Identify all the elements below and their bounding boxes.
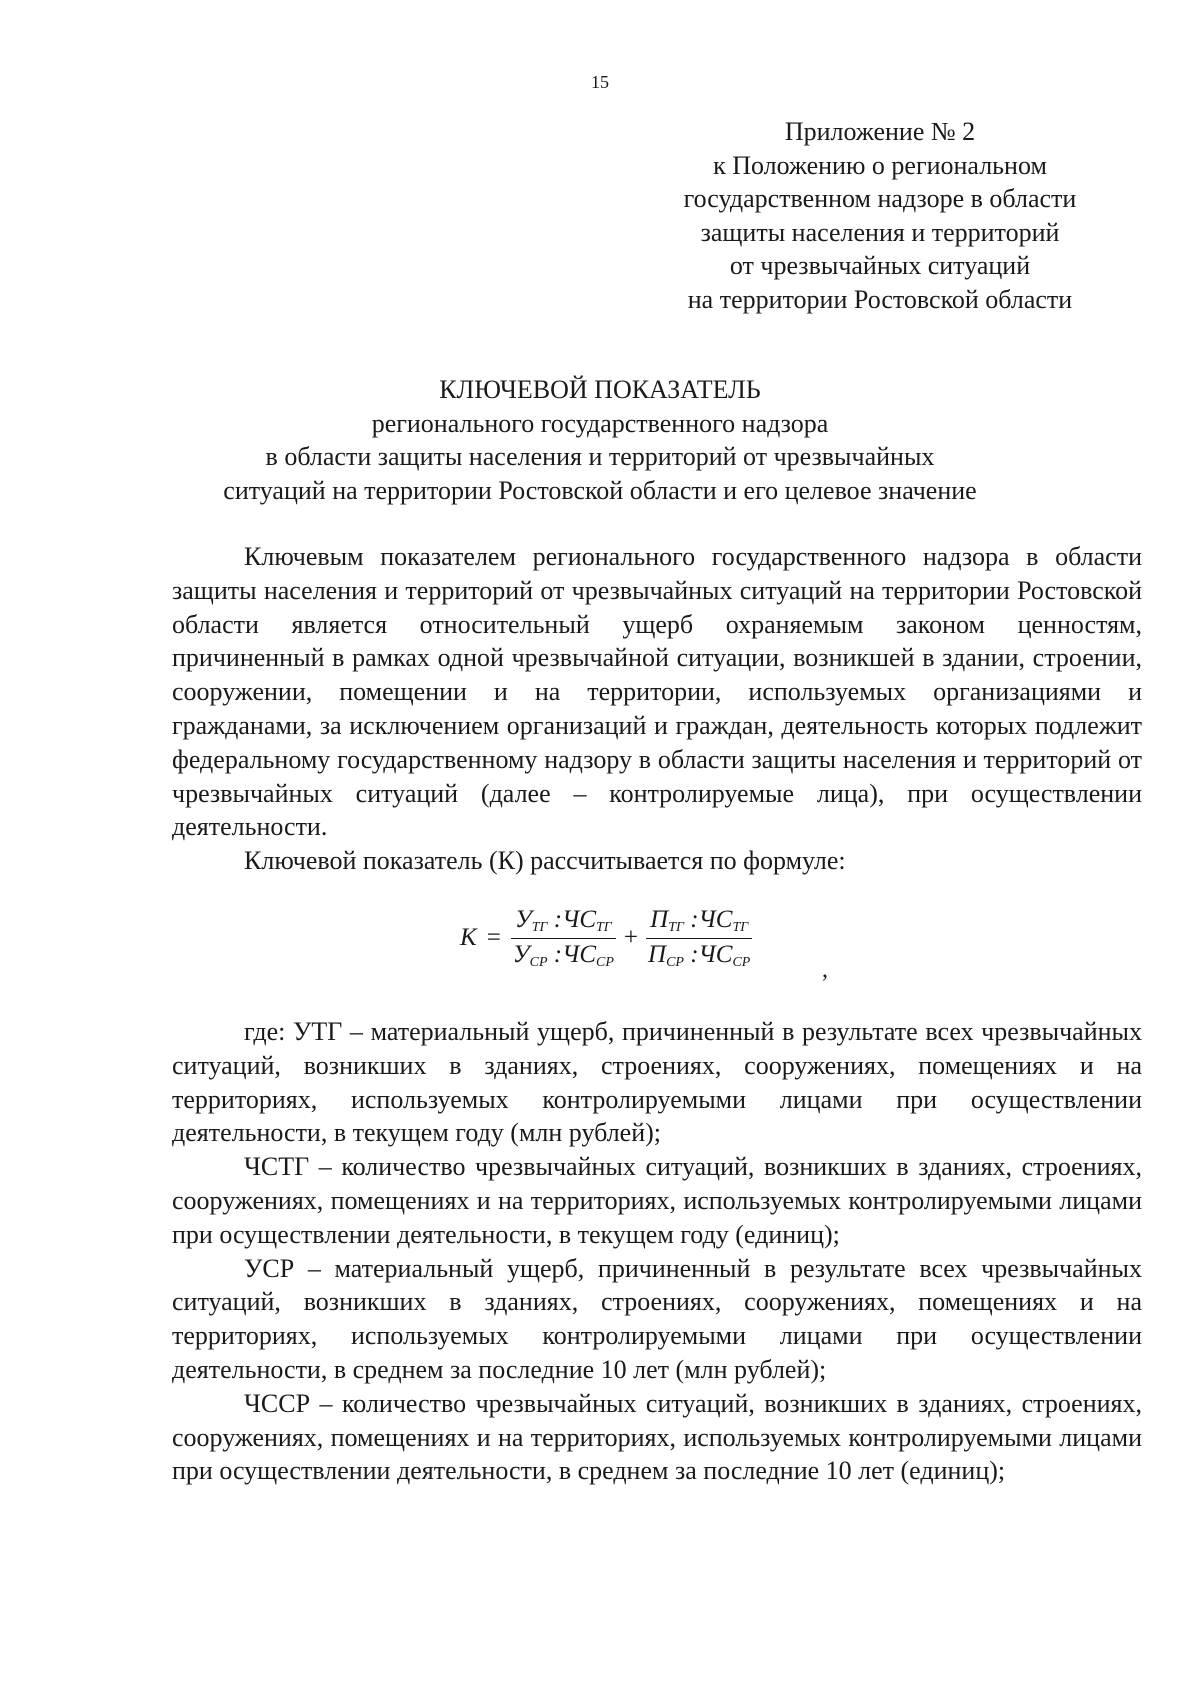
formula-fraction-1 — [509, 906, 618, 971]
definition-item: ЧСТГ – количество чрезвычайных ситуаций, возникших в зданиях, строениях, сооружениях, помещениях и на территориях, используемых контролируемыми лицами при осуществлении деятельности, в текущем году (единиц); — [172, 1152, 1142, 1249]
formula-trailing-comma: , — [822, 957, 828, 983]
colon: : — [690, 940, 699, 968]
fraction-numerator — [511, 906, 616, 939]
fraction-numerator — [646, 906, 752, 939]
subscript: СР — [529, 954, 548, 970]
body-paragraph: Ключевым показателем регионального государственного надзора в области защиты населения и территорий от чрезвычайных ситуаций на территории Ростовской области является относительный ущерб охраняемым законом ценностям, причиненный в рамках одной чрезвычайной ситуации, возникшей в здании, строении, сооружении, помещении и на территории, используемых организациями и гражданами, за исключением организаций и граждан, деятельность которых подлежит федеральному государственному надзору в области защиты населения и территорий от чрезвычайных ситуаций (далее – контролируемые лица), при осуществлении деятельности. — [172, 542, 1142, 842]
symbol: ЧС — [562, 905, 596, 933]
subscript: СР — [596, 954, 614, 970]
colon: : — [690, 905, 699, 933]
colon: : — [553, 940, 563, 968]
symbol: У — [514, 905, 532, 933]
page-number: 15 — [591, 72, 609, 92]
symbol: ЧС — [562, 940, 596, 968]
subscript: СР — [732, 954, 751, 970]
formula-lhs: K — [460, 924, 477, 951]
body-intro — [172, 540, 1142, 878]
appendix-line: защиты населения и территорий — [700, 217, 1060, 247]
subscript: ТГ — [531, 919, 548, 935]
key-indicator-formula — [460, 893, 754, 983]
body-paragraph: Ключевой показатель (К) рассчитывается по формуле: — [244, 846, 846, 876]
symbol: П — [650, 905, 669, 933]
title-heading: КЛЮЧЕВОЙ ПОКАЗАТЕЛЬ — [439, 375, 761, 404]
appendix-line: государственном надзоре в области — [683, 184, 1077, 213]
definition-item: ЧССР – количество чрезвычайных ситуаций, возникших в зданиях, строениях, сооружениях, помещениях и на территориях, используемых контролируемыми лицами при осуществлении деятельности, в среднем за последние 10 лет (единиц); — [172, 1388, 1142, 1486]
fraction-denominator — [509, 939, 618, 971]
title-line: регионального государственного надзора — [371, 408, 829, 438]
subscript: ТГ — [732, 919, 749, 935]
appendix-line: к Положению о региональном — [713, 150, 1047, 180]
fraction-denominator — [644, 939, 754, 971]
title-line: ситуаций на территории Ростовской области и его целевое значение — [223, 475, 977, 505]
formula-plus: + — [623, 924, 638, 951]
symbol: П — [648, 940, 667, 968]
definition-item: где: УТГ – материальный ущерб, причиненный в результате всех чрезвычайных ситуаций, возникших в зданиях, строениях, сооружениях, помещениях и на территориях, используемых контролируемыми лицами при осуществлении деятельности, в текущем году (млн рублей); — [172, 1017, 1142, 1148]
colon: : — [553, 905, 563, 933]
definition-item: УСР – материальный ущерб, причиненный в результате всех чрезвычайных ситуаций, возникших в зданиях, строениях, сооружениях, помещениях и на территориях, используемых контролируемыми лицами при осуществлении деятельности, в среднем за последние 10 лет (млн рублей); — [172, 1253, 1142, 1384]
subscript: ТГ — [668, 919, 684, 935]
subscript: ТГ — [596, 919, 612, 935]
symbol: У — [512, 940, 530, 968]
formula-equals: = — [486, 924, 501, 951]
title-line: в области защиты населения и территорий от чрезвычайных — [265, 442, 935, 471]
subscript: СР — [666, 954, 684, 970]
document-title — [150, 373, 1050, 507]
symbol: ЧС — [698, 940, 733, 968]
appendix-line: на территории Ростовской области — [687, 284, 1073, 314]
symbol: ЧС — [698, 905, 733, 933]
appendix-line: от чрезвычайных ситуаций — [729, 251, 1031, 280]
appendix-header — [655, 115, 1105, 316]
appendix-line: Приложение № 2 — [784, 117, 976, 146]
definitions-list — [172, 1015, 1142, 1488]
formula-fraction-2 — [644, 906, 754, 971]
